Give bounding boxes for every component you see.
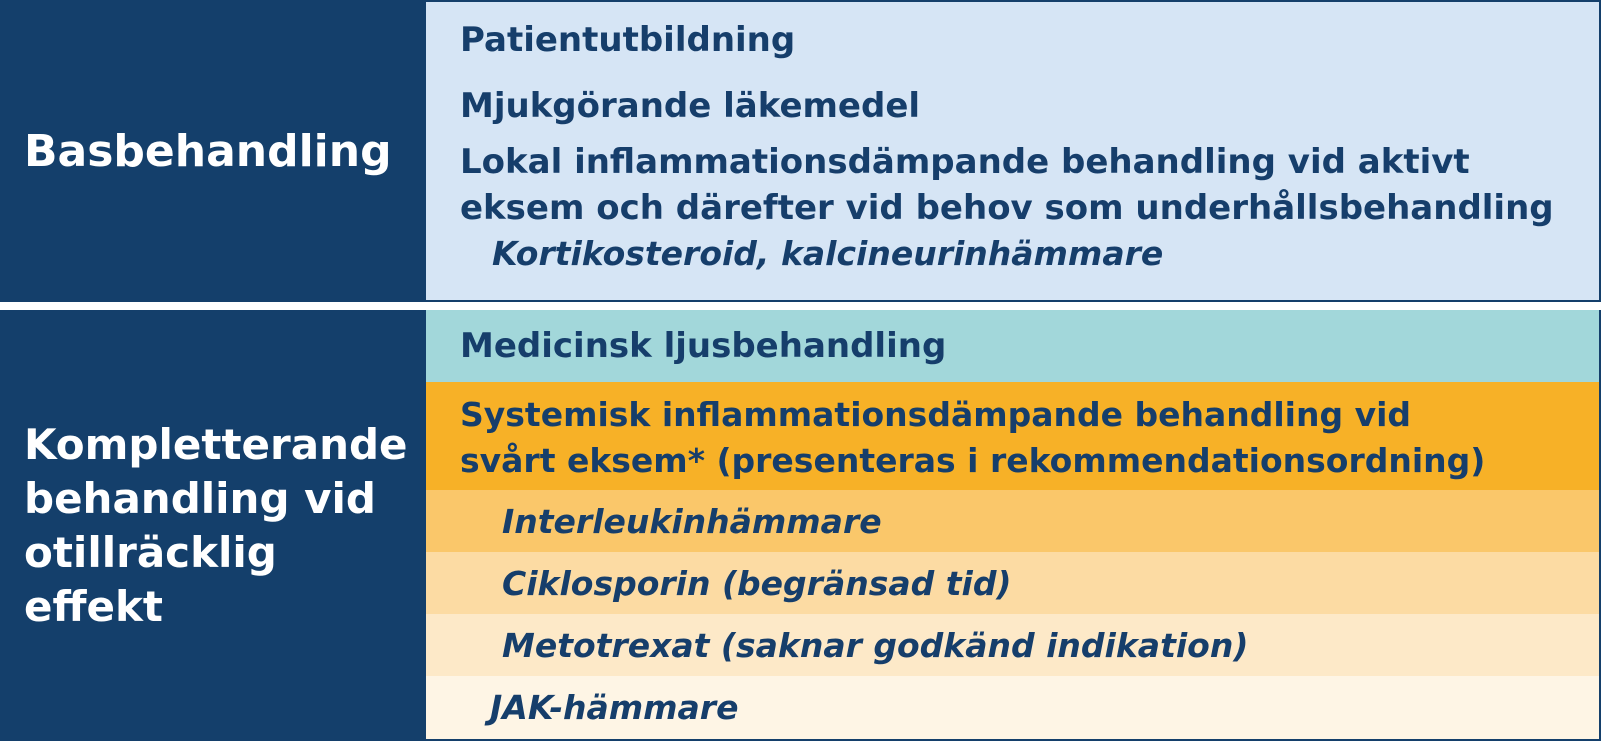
subitem-label: Ciklosporin (begränsad tid) bbox=[502, 563, 1012, 603]
subitem-label: JAK-hämmare bbox=[490, 688, 739, 727]
kompletterande-label bbox=[0, 310, 426, 741]
subitem-metotrexat bbox=[426, 614, 1601, 676]
systemic-row bbox=[426, 382, 1601, 490]
systemic-line-2: svårt eksem* (presenteras i rekommendationsordning) bbox=[460, 441, 1486, 480]
kompletterande-line-1: Kompletterande bbox=[24, 419, 408, 469]
subitem-label: Metotrexat (saknar godkänd indikation) bbox=[502, 625, 1249, 665]
base-treatment-box bbox=[426, 0, 1601, 302]
basbehandling-text: Basbehandling bbox=[24, 125, 392, 177]
kompletterande-line-2: behandling vid bbox=[24, 473, 376, 523]
kortikosteroid: Kortikosteroid, kalcineurinhämmare bbox=[492, 234, 1164, 273]
basbehandling-label bbox=[0, 0, 426, 302]
kompletterande-line-4: effekt bbox=[24, 581, 164, 631]
light-therapy-row bbox=[426, 310, 1601, 382]
subitem-jak bbox=[426, 676, 1601, 741]
section-divider bbox=[0, 302, 1601, 310]
subitem-interleukin bbox=[426, 490, 1601, 552]
lokal-line-2: eksem och därefter vid behov som underhållsbehandling bbox=[460, 188, 1554, 228]
lokal-line-1: Lokal inflammationsdämpande behandling vid aktivt bbox=[460, 142, 1470, 182]
patientutbildning: Patientutbildning bbox=[460, 20, 796, 60]
subitem-ciklosporin bbox=[426, 552, 1601, 614]
mjukgorande: Mjukgörande läkemedel bbox=[460, 86, 921, 126]
systemic-line-1: Systemisk inflammationsdämpande behandling vid bbox=[460, 395, 1412, 434]
light-therapy-text: Medicinsk ljusbehandling bbox=[460, 326, 947, 366]
subitem-label: Interleukinhämmare bbox=[502, 501, 882, 541]
kompletterande-line-3: otillräcklig bbox=[24, 527, 277, 577]
